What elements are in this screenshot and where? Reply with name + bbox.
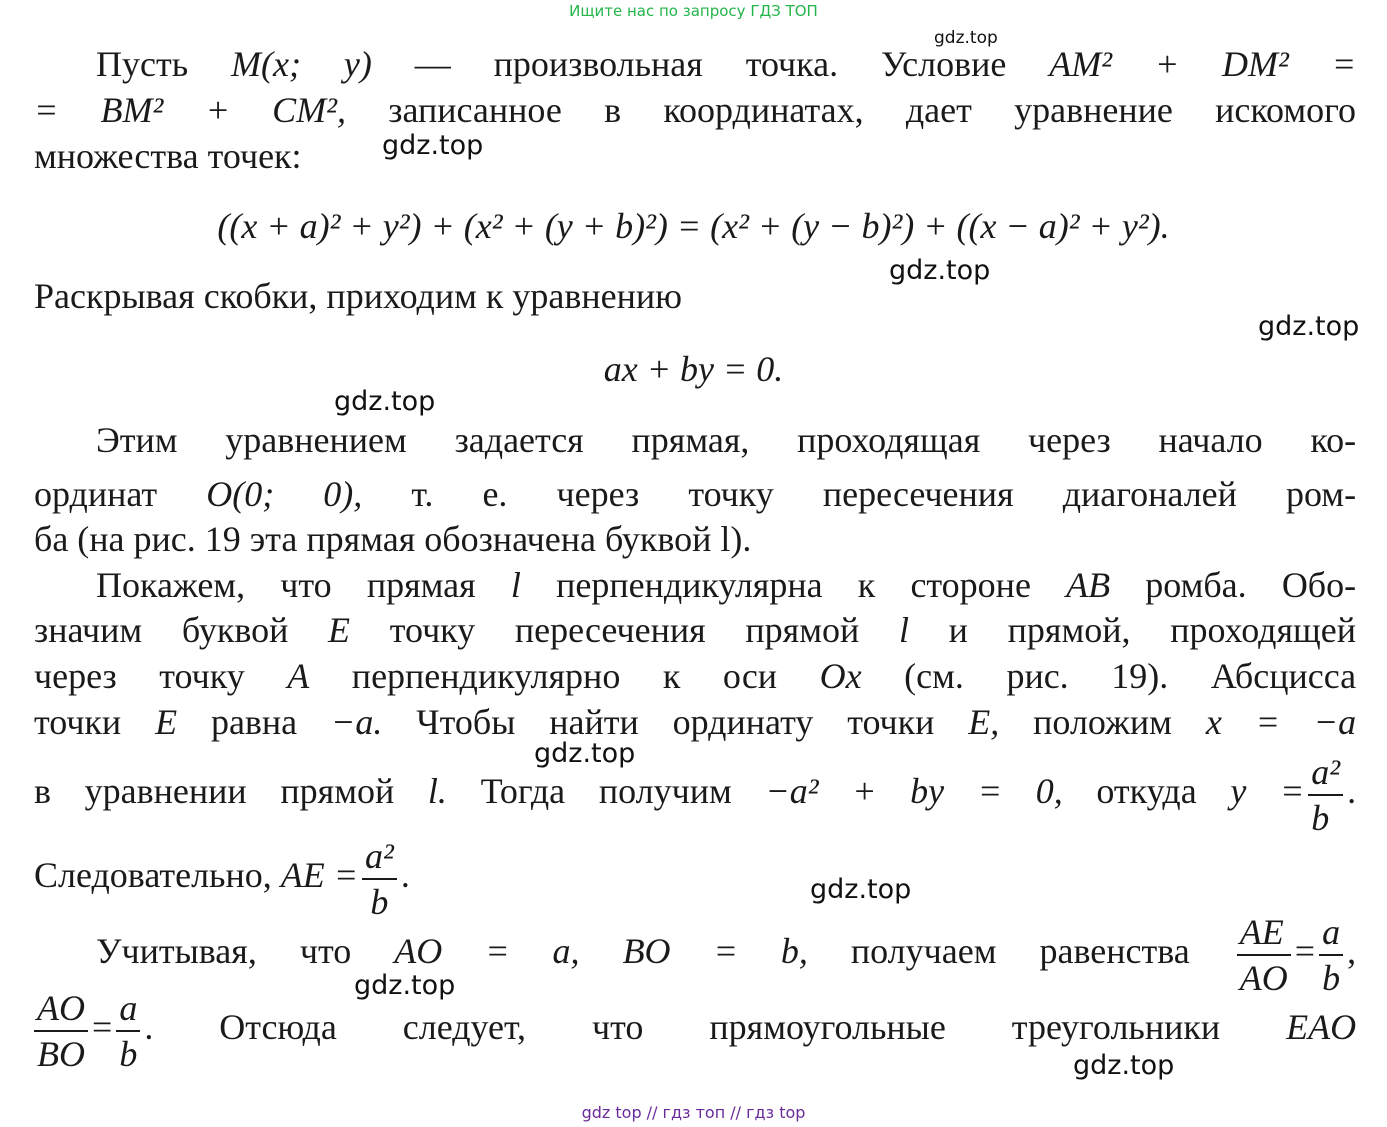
text: через — [1028, 420, 1111, 460]
text: точки — [34, 702, 122, 742]
math: A — [287, 656, 310, 696]
math: l — [510, 565, 521, 605]
denominator: b — [370, 881, 389, 922]
p1-line-2 — [34, 90, 1356, 130]
text: точки — [847, 702, 935, 742]
p3-line-1 — [34, 420, 1356, 460]
text: проходящая — [797, 420, 981, 460]
math: l. — [427, 771, 447, 811]
text: Тогда — [480, 771, 566, 811]
fraction — [34, 987, 88, 1074]
p4-line-1 — [34, 565, 1356, 605]
text: уравнением — [225, 420, 407, 460]
text: проходящей — [1170, 610, 1357, 650]
p4-line-5 — [34, 748, 1356, 838]
equals: = — [92, 1007, 113, 1047]
text: , — [1347, 931, 1357, 971]
watermark-gdz-top: gdz.top — [810, 874, 912, 905]
p1-line-1 — [34, 44, 1356, 84]
text: начало — [1158, 420, 1263, 460]
text: ординату — [672, 702, 814, 742]
text: записанное — [388, 90, 562, 130]
y-equals-fraction — [1230, 751, 1357, 838]
math: x = −a — [1205, 702, 1357, 742]
text: Следовательно, — [34, 855, 272, 895]
text: следует, — [402, 1007, 527, 1047]
text: откуда — [1096, 771, 1197, 811]
text: что — [280, 565, 332, 605]
text: Условие — [880, 44, 1007, 84]
fraction — [1308, 751, 1343, 838]
watermark-gdz-top: gdz.top — [534, 738, 636, 769]
p4-line-4 — [34, 702, 1356, 742]
text: прямой — [280, 771, 395, 811]
math: ax + by = 0. — [603, 349, 784, 389]
text: через — [34, 656, 117, 696]
text: уравнении — [84, 771, 247, 811]
text: рис. 19). — [1006, 656, 1169, 696]
math: AE = — [280, 855, 359, 895]
ratio-equality — [1233, 911, 1357, 998]
text: Обо- — [1281, 565, 1357, 605]
numerator: a — [1319, 914, 1343, 956]
text: Пусть — [96, 44, 189, 84]
denominator: BO — [37, 1033, 85, 1074]
p3-line-2 — [34, 474, 1356, 514]
denominator: AO — [1239, 957, 1288, 998]
text: в — [34, 771, 51, 811]
text: . — [144, 1007, 154, 1047]
text: прямая, — [631, 420, 750, 460]
fraction — [116, 987, 140, 1074]
text: положим — [1033, 702, 1172, 742]
text: искомого — [1215, 90, 1357, 130]
numerator: AO — [34, 990, 88, 1032]
text: пересечения — [822, 474, 1014, 514]
text: ко- — [1310, 420, 1357, 460]
p5-line-1 — [34, 908, 1357, 998]
text: треугольники — [1011, 1007, 1221, 1047]
watermark-gdz-top: gdz.top — [1073, 1050, 1175, 1081]
ratio-equality — [34, 987, 154, 1074]
text: . — [400, 855, 410, 895]
math: ((x + a)² + y²) + (x² + (y + b)²) = (x² + (y − b)²) + ((x − a)² + y²). — [217, 206, 1170, 246]
text: получим — [598, 771, 732, 811]
p1-line-3: множества точек: — [34, 136, 302, 176]
text: что — [299, 931, 352, 971]
text: Учитывая, — [96, 931, 257, 971]
p4-line-6 — [34, 832, 1356, 922]
text: пересечения — [514, 610, 706, 650]
p2-line: Раскрывая скобки, приходим к уравнению — [34, 276, 683, 316]
text: оси — [722, 656, 778, 696]
text: (см. — [904, 656, 964, 696]
text: ординат — [34, 474, 158, 514]
text: что — [592, 1007, 644, 1047]
numerator: a² — [362, 838, 397, 880]
text: ромба. — [1145, 565, 1247, 605]
math: AB — [1066, 565, 1111, 605]
top-banner: Ищите нас по запросу ГДЗ ТОП — [569, 2, 818, 20]
math: l — [898, 610, 909, 650]
text: точку — [389, 610, 476, 650]
text: е. — [482, 474, 508, 514]
text: Чтобы — [416, 702, 516, 742]
text: точку — [159, 656, 245, 696]
math: = BM² + CM², — [34, 90, 346, 130]
p3-line-3: ба (на рис. 19 эта прямая обозначена буквой l). — [34, 519, 752, 559]
math: BO = b, — [622, 931, 808, 971]
text: и — [948, 610, 968, 650]
denominator: b — [1322, 957, 1341, 998]
text: через — [556, 474, 640, 514]
math: AM² + DM² = — [1049, 44, 1357, 84]
text: — — [414, 44, 451, 84]
math: M(x; y) — [231, 44, 372, 84]
text: к — [857, 565, 876, 605]
text: перпендикулярно — [351, 656, 621, 696]
text: стороне — [910, 565, 1031, 605]
text: перпендикулярна — [556, 565, 823, 605]
footer-links: gdz top // гдз топ // гдз top — [581, 1103, 806, 1122]
watermark-gdz-top: gdz.top — [889, 255, 991, 286]
text: прямой, — [1007, 610, 1131, 650]
math: −a. — [331, 702, 383, 742]
text: дает — [905, 90, 972, 130]
math: y = — [1230, 771, 1305, 811]
text: Абсцисса — [1210, 656, 1357, 696]
math: O(0; 0), — [206, 474, 363, 514]
text: к — [662, 656, 681, 696]
math: −a² + by = 0, — [765, 771, 1063, 811]
text: точку — [688, 474, 774, 514]
text: прямая — [366, 565, 476, 605]
text: прямой — [745, 610, 860, 650]
equation-2 — [0, 348, 1387, 390]
watermark-gdz-top: gdz.top — [334, 386, 436, 417]
text: Покажем, — [96, 565, 246, 605]
equation-1 — [0, 205, 1387, 247]
watermark-gdz-top: gdz.top — [382, 130, 484, 161]
text: . — [1347, 771, 1357, 811]
text: задается — [454, 420, 584, 460]
text: диагоналей — [1062, 474, 1237, 514]
text: буквой — [181, 610, 289, 650]
text: получаем — [850, 931, 997, 971]
text: Этим — [96, 420, 178, 460]
math: E — [155, 702, 178, 742]
p4-line-3 — [34, 656, 1356, 696]
watermark-gdz-top: gdz.top — [1258, 311, 1360, 342]
text: произвольная — [493, 44, 703, 84]
text: значим — [34, 610, 143, 650]
text: т. — [411, 474, 434, 514]
text: ром- — [1285, 474, 1357, 514]
text: равна — [210, 702, 298, 742]
numerator: a² — [1308, 754, 1343, 796]
watermark-gdz-top: gdz.top — [354, 970, 456, 1001]
math: E — [328, 610, 351, 650]
watermark-gdz-top: gdz.top — [934, 28, 998, 48]
p4-line-2 — [34, 610, 1356, 650]
numerator: AE — [1237, 914, 1291, 956]
text: прямоугольные — [709, 1007, 946, 1047]
text: точка. — [745, 44, 839, 84]
numerator: a — [116, 990, 140, 1032]
text: равенства — [1039, 931, 1190, 971]
text: Отсюда — [219, 1007, 337, 1047]
text: найти — [549, 702, 639, 742]
math: E, — [968, 702, 1000, 742]
math: EAO — [1286, 1007, 1357, 1047]
denominator: b — [119, 1033, 138, 1074]
denominator: b — [1311, 797, 1330, 838]
math: AO = a, — [394, 931, 580, 971]
math: Ox — [819, 656, 862, 696]
equals: = — [1294, 931, 1316, 971]
text: в — [604, 90, 622, 130]
text: уравнение — [1014, 90, 1173, 130]
text: координатах, — [663, 90, 864, 130]
